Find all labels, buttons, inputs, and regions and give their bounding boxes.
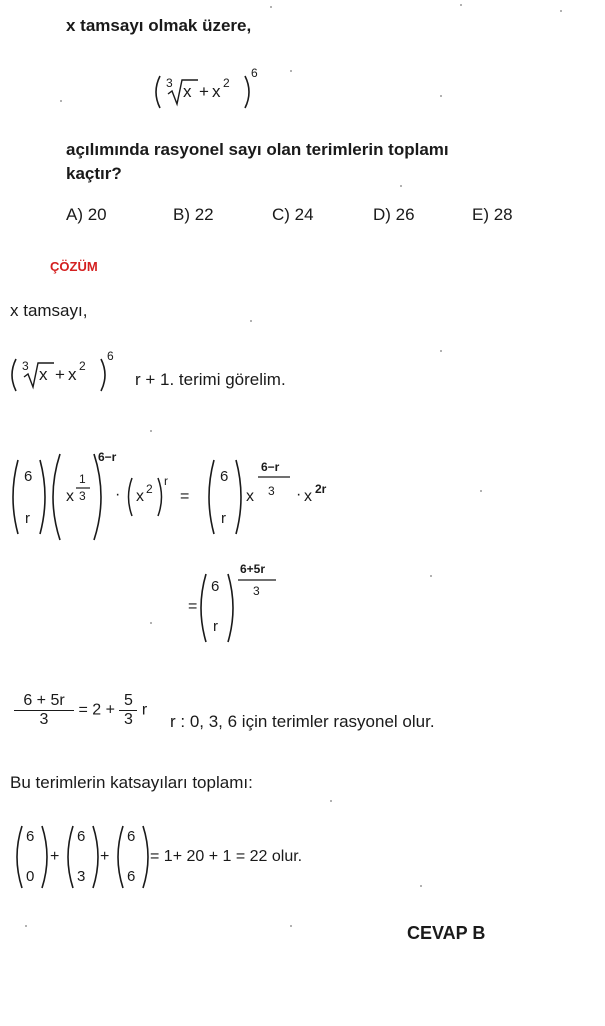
scan-speck <box>25 925 27 927</box>
sol-root-body: x <box>39 365 48 384</box>
general-term <box>8 450 368 545</box>
scan-speck <box>480 490 482 492</box>
scan-speck <box>400 185 402 187</box>
scan-speck <box>150 622 152 624</box>
binom-r: r <box>25 510 30 527</box>
question-line3: kaçtır? <box>66 164 122 183</box>
r-values-text: r : 0, 3, 6 için terimler rasyonel olur. <box>170 712 435 731</box>
plus-1: + <box>50 848 60 865</box>
scan-speck <box>290 70 292 72</box>
exp-three: 3 <box>79 489 86 503</box>
scan-speck <box>250 320 252 322</box>
sol-root-index: 3 <box>22 359 29 373</box>
frac-6mr-num: 6−r <box>261 460 280 474</box>
sum-result: = 1+ 20 + 1 = 22 olur. <box>150 848 303 865</box>
scan-speck <box>290 925 292 927</box>
question-line2: açılımında rasyonel sayı olan terimlerin toplamı <box>66 140 449 159</box>
b0-n: 6 <box>26 828 35 845</box>
b3-n: 6 <box>77 828 86 845</box>
binom-r-2: r <box>221 510 226 527</box>
option-e: E) 28 <box>472 205 513 224</box>
solution-heading: ÇÖZÜM <box>50 259 98 274</box>
simplified-term <box>180 556 300 646</box>
x2-base: x <box>136 488 144 505</box>
plus-sign: + <box>199 82 209 101</box>
b3-k: 3 <box>77 868 86 885</box>
scan-speck <box>440 350 442 352</box>
root-body: x <box>183 82 192 101</box>
equals-1: = <box>180 488 190 505</box>
binom-n-3: 6 <box>211 578 220 595</box>
sol-x-squared-exp: 2 <box>79 359 86 373</box>
coefficient-sum <box>12 820 372 895</box>
scan-speck <box>420 885 422 887</box>
x-last-exp: 2r <box>315 482 327 496</box>
multiply-dot: · <box>115 486 121 503</box>
x-squared-base: x <box>212 82 221 101</box>
x2-outer-exp: r <box>164 474 168 488</box>
scan-speck <box>430 575 432 577</box>
option-b: B) 22 <box>173 205 214 224</box>
solution-expression <box>8 349 128 395</box>
sol-plus-sign: + <box>55 365 65 384</box>
solution-given: x tamsayı, <box>10 301 88 320</box>
exp-six-minus-r: 6−r <box>98 450 117 464</box>
answer: CEVAP B <box>407 923 486 943</box>
frac5-num: 5 <box>119 692 137 711</box>
big-frac-num: 6 + 5r <box>14 692 74 711</box>
sol-x-squared-base: x <box>68 365 77 384</box>
scan-speck <box>330 800 332 802</box>
option-c: C) 24 <box>272 205 314 224</box>
multiply-dot-2: · <box>296 486 302 503</box>
binom-n-2: 6 <box>220 468 229 485</box>
x-base-2: x <box>246 488 254 505</box>
b6-k: 6 <box>127 868 136 885</box>
exponent-analysis <box>14 692 147 729</box>
equals-2: = <box>188 598 198 615</box>
option-d: D) 26 <box>373 205 415 224</box>
scan-speck <box>440 95 442 97</box>
b6-n: 6 <box>127 828 136 845</box>
scan-speck <box>270 6 272 8</box>
big-frac-den: 3 <box>39 711 49 728</box>
scan-speck <box>150 430 152 432</box>
outer-exponent: 6 <box>251 66 258 80</box>
binom-n: 6 <box>24 468 33 485</box>
r-after-fraction: r <box>141 701 148 719</box>
x-squared-exp: 2 <box>223 76 230 90</box>
frac-6p5r-den: 3 <box>253 584 260 598</box>
option-a: A) 20 <box>66 205 107 224</box>
binom-r-3: r <box>213 618 218 635</box>
x2-exp: 2 <box>146 482 153 496</box>
big-fraction <box>14 692 74 729</box>
sum-label: Bu terimlerin katsayıları toplamı: <box>10 773 253 792</box>
frac-6p5r-num: 6+5r <box>240 562 266 576</box>
x-base: x <box>66 488 74 505</box>
eq-two-plus: = 2 + <box>78 701 115 719</box>
x-last: x <box>304 488 312 505</box>
root-index: 3 <box>166 76 173 90</box>
question-intro: x tamsayı olmak üzere, <box>66 16 252 35</box>
scan-speck <box>560 10 562 12</box>
scan-speck <box>60 100 62 102</box>
term-description: r + 1. terimi görelim. <box>135 370 286 389</box>
frac5-den: 3 <box>123 711 133 728</box>
sol-outer-exponent: 6 <box>107 349 114 363</box>
exp-one: 1 <box>79 472 86 486</box>
frac-6mr-den: 3 <box>268 484 275 498</box>
b0-k: 0 <box>26 868 35 885</box>
five-thirds-fraction <box>119 692 137 729</box>
plus-2: + <box>100 848 110 865</box>
scan-speck <box>460 4 462 6</box>
